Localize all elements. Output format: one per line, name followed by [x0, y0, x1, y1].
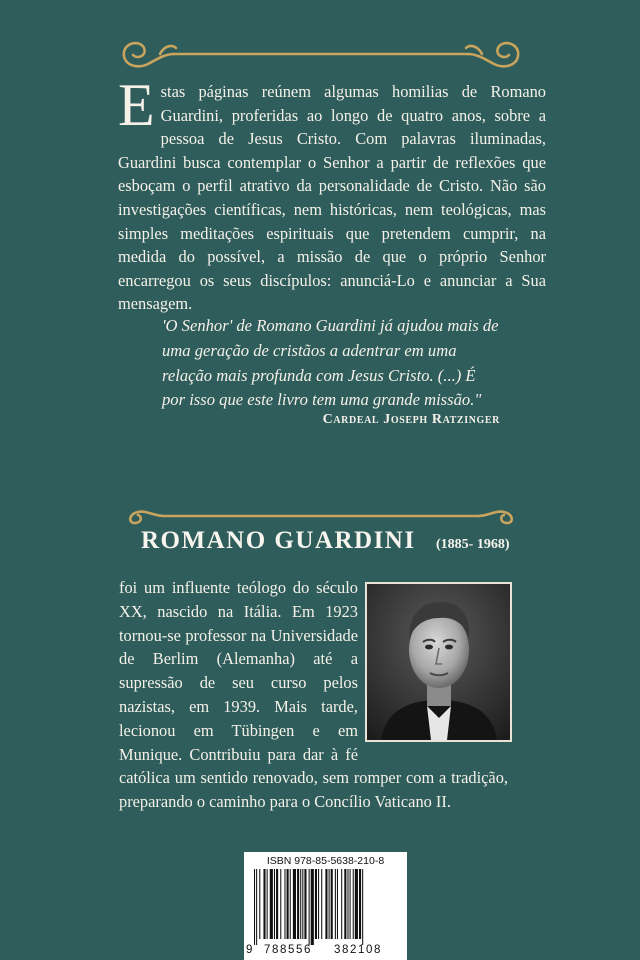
barcode-bar — [287, 869, 289, 939]
barcode-bar — [325, 869, 327, 939]
barcode-bar — [353, 869, 354, 939]
barcode-bar — [293, 869, 296, 939]
barcode-bar — [263, 869, 265, 939]
barcode-bar — [347, 869, 348, 939]
barcode-bar — [337, 869, 338, 939]
barcode-bar — [318, 869, 319, 939]
author-name: ROMANO GUARDINI — [141, 527, 416, 554]
barcode-bar — [276, 869, 278, 939]
barcode-bar — [259, 869, 260, 939]
barcode-bar — [329, 869, 330, 939]
barcode-bar — [297, 869, 299, 939]
author-years: (1885- 1968) — [436, 537, 510, 552]
barcode-bar — [321, 869, 322, 939]
author-bio — [119, 576, 508, 814]
quote-author: Cardeal Joseph Ratzinger — [322, 412, 500, 427]
barcode-bar — [254, 869, 255, 945]
barcode-bar — [274, 869, 275, 939]
intro-text: stas páginas reúnem algumas homilias de Romano Guardini, proferidas ao longo de quatro anos, sobre a pessoa de Jesus Cristo. Com palavras iluminadas, Guardini busca contemplar o Senhor a partir de reflexões que esboçam o perfil atrativo da personalidade de Cristo. Não são investigações científicas, nem históricas, nem teológicas, mas simples meditações espirituais que pretendem cumprir, na medida do possível, a missão de que o próprio Senhor encarregou os seus discípulos: anunciá-Lo e anunciar a Sua mensagem. — [118, 82, 546, 314]
barcode-bar — [331, 869, 333, 939]
section-divider — [116, 504, 526, 528]
barcode-bar — [359, 869, 361, 939]
barcode-bar — [290, 869, 291, 939]
barcode-bar — [302, 869, 303, 939]
barcode-bar — [300, 869, 301, 939]
barcode-bar — [335, 869, 336, 939]
isbn-barcode — [244, 852, 407, 960]
barcode-bar — [309, 869, 310, 945]
barcode-bar — [256, 869, 257, 945]
barcode-digit-first: 9 — [246, 944, 253, 956]
author-bio-text: foi um influente teólogo do século XX, nascido na Itália. Em 1923 tornou-se professor na Universidade de Berlim (Alemanha) até a supressão de seu curso pelos nazistas, em 1939. Mais tarde, lecionou em Tübingen e em Munique. Contribuiu para dar à fé católica um sentido renovado, sem romper com a tradição, preparando o caminho para o Concílio Vaticano II. — [119, 578, 508, 812]
intro-paragraph — [118, 72, 546, 316]
barcode-bar — [344, 869, 346, 939]
barcode-bar — [267, 869, 268, 939]
barcode-bar — [304, 869, 306, 939]
barcode-bar — [284, 869, 285, 939]
barcode-digits-right: 382108 — [334, 944, 382, 956]
quote-text: 'O Senhor' de Romano Guardini já ajudou mais de uma geração de cristãos a adentrar em uma relação mais profunda com Jesus Cristo. (...) É por isso que este livro tem uma grande missão." — [162, 316, 499, 410]
barcode-bar — [311, 869, 314, 945]
portrait-wrap-spacer — [358, 576, 508, 743]
barcode-bar — [341, 869, 342, 939]
barcode-digits-left: 788556 — [264, 944, 312, 956]
barcode-bar — [280, 869, 281, 939]
top-ornament — [116, 34, 526, 74]
barcode-bar — [355, 869, 358, 939]
barcode-bar — [315, 869, 317, 939]
barcode-bar — [350, 869, 351, 939]
drop-cap: E — [118, 72, 155, 138]
barcode-bars — [254, 869, 397, 945]
isbn-label: ISBN 978-85-5638-210-8 — [266, 855, 385, 867]
barcode-bar — [362, 869, 363, 945]
barcode-bar — [270, 869, 273, 939]
